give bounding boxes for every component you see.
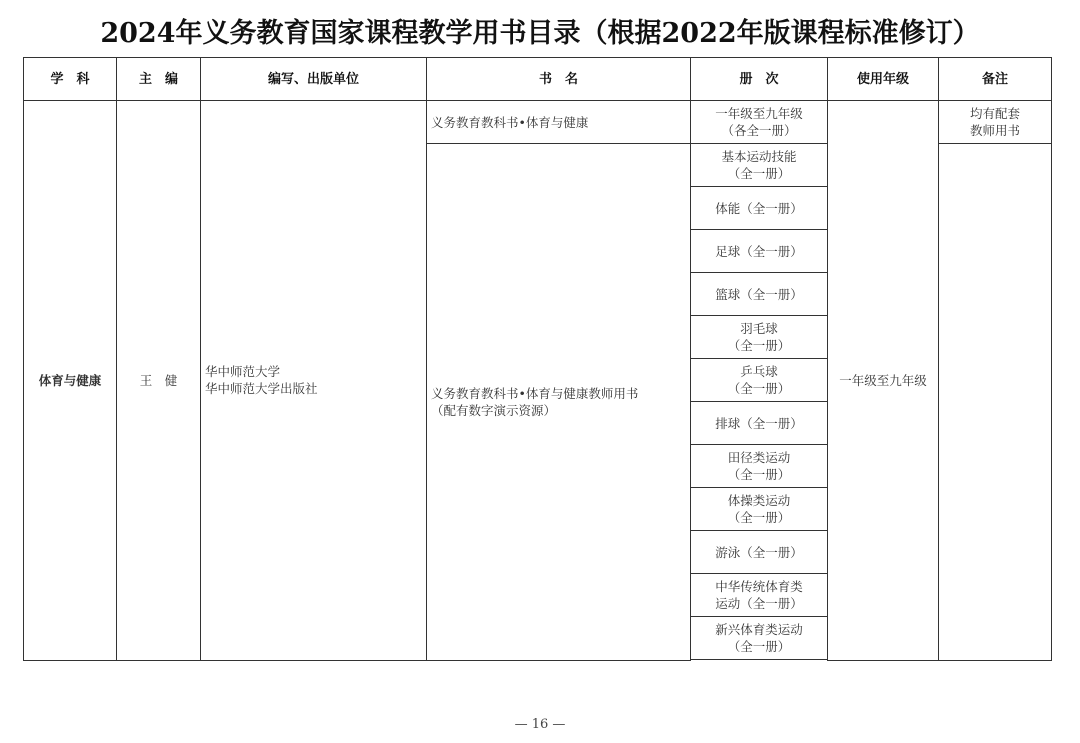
volume-cell	[691, 617, 828, 660]
volume-cell	[691, 359, 828, 402]
volume-line-2: （各全一册）	[721, 123, 797, 138]
volume-line-1: 排球（全一册）	[715, 415, 803, 431]
book-name-cell: 义务教育教科书•体育与健康	[427, 101, 691, 144]
volume-line-1: 中华传统体育类	[715, 579, 803, 594]
volume-line-1: 体能（全一册）	[715, 200, 803, 216]
header-notes: 备注	[939, 58, 1052, 101]
document-title: 2024年义务教育国家课程教学用书目录（根据2022年版课程标准修订）	[100, 18, 980, 49]
note-line-1: 均有配套	[969, 106, 1020, 121]
volume-line-1: 游泳（全一册）	[715, 544, 803, 560]
volume-line-2: （全一册）	[727, 467, 791, 482]
volume-cell	[691, 230, 828, 273]
volume-cell	[691, 273, 828, 316]
header-book-name: 书 名	[427, 58, 691, 101]
header-volume: 册 次	[691, 58, 828, 101]
subject-cell: 体育与健康	[24, 101, 117, 661]
volume-line-1: 田径类运动	[727, 450, 791, 465]
volume-line-1: 足球（全一册）	[715, 243, 803, 259]
volume-cell	[691, 101, 828, 144]
volume-cell	[691, 316, 828, 359]
notes-cell	[939, 101, 1052, 144]
volume-line-1: 基本运动技能	[721, 149, 797, 164]
publisher-cell	[201, 101, 427, 661]
note-line-2: 教师用书	[969, 123, 1020, 138]
volume-line-1: 羽毛球	[740, 321, 778, 336]
publisher-line-2: 华中师范大学出版社	[205, 381, 318, 397]
grade-cell: 一年级至九年级	[828, 101, 939, 661]
page-number: — 16 —	[514, 717, 566, 732]
volume-line-1: 乒乓球	[740, 364, 778, 379]
teacher-book-name-cell	[427, 144, 691, 661]
header-grade: 使用年级	[828, 58, 939, 101]
table-row	[24, 101, 1052, 144]
teacher-book-line-2: （配有数字演示资源）	[431, 402, 557, 418]
publisher-line-1: 华中师范大学	[205, 364, 281, 380]
volume-line-2: （全一册）	[727, 510, 791, 525]
volume-cell	[691, 531, 828, 574]
volume-cell	[691, 402, 828, 445]
teacher-book-line-1: 义务教育教科书•体育与健康教师用书	[431, 385, 639, 401]
volume-cell	[691, 144, 828, 187]
editor-cell: 王 健	[117, 101, 201, 661]
notes-cell-empty	[939, 144, 1052, 661]
volume-line-2: （全一册）	[727, 166, 791, 181]
volume-line-2: （全一册）	[727, 639, 791, 654]
header-editor: 主 编	[117, 58, 201, 101]
header-subject: 学 科	[24, 58, 117, 101]
volume-line-1: 一年级至九年级	[715, 106, 803, 121]
volume-cell	[691, 187, 828, 230]
header-row	[24, 58, 1052, 101]
volume-line-2: 运动（全一册）	[715, 596, 803, 611]
volume-line-1: 新兴体育类运动	[715, 622, 803, 637]
volume-line-2: （全一册）	[727, 381, 791, 396]
volume-cell	[691, 574, 828, 617]
header-publisher: 编写、出版单位	[201, 58, 427, 101]
volume-cell	[691, 445, 828, 488]
textbook-catalog-table	[23, 57, 1052, 661]
volume-line-1: 篮球（全一册）	[715, 286, 803, 302]
volume-line-2: （全一册）	[727, 338, 791, 353]
volume-cell	[691, 488, 828, 531]
volume-line-1: 体操类运动	[727, 493, 791, 508]
